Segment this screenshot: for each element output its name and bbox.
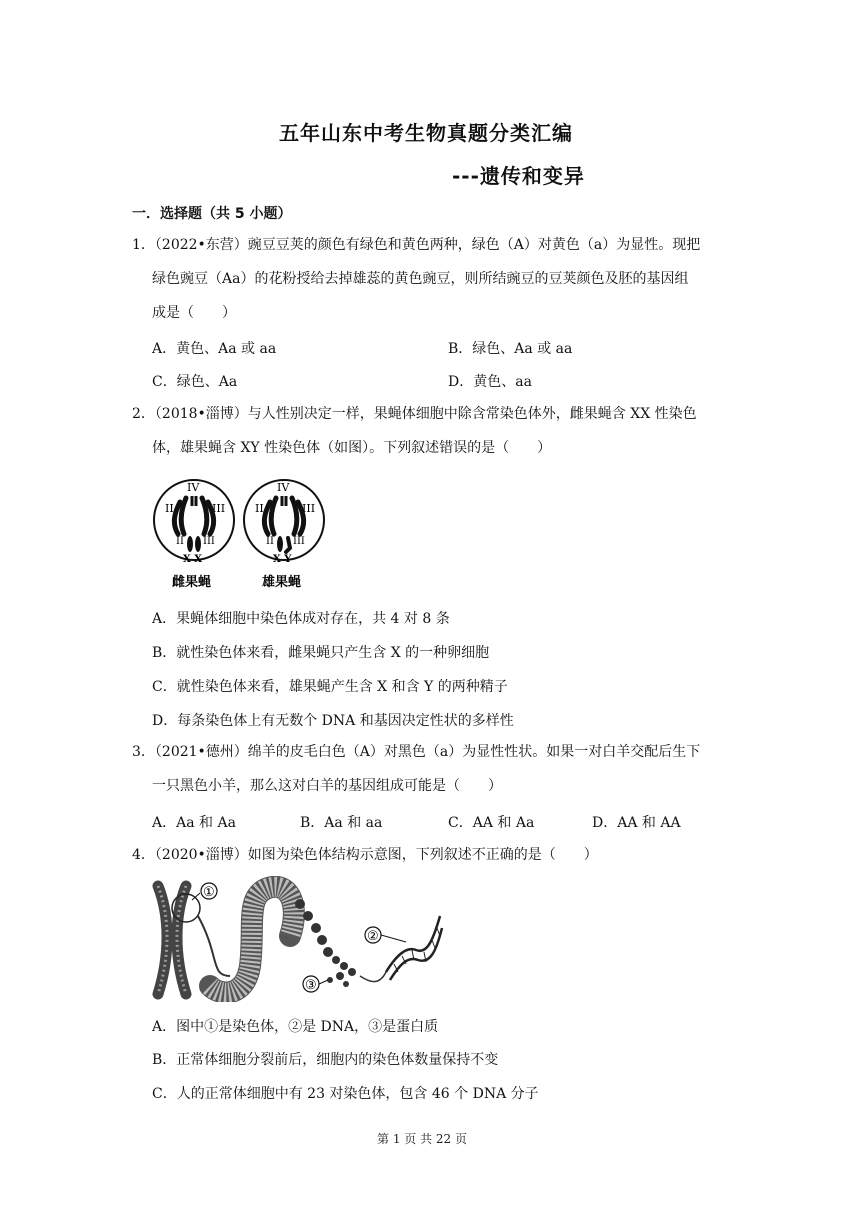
roman-label-ii-lower-male: II: [266, 536, 274, 547]
document-subtitle: ---遗传和变异: [452, 164, 585, 188]
document-title: 五年山东中考生物真题分类汇编: [279, 121, 573, 145]
question-2-option-c[interactable]: C．就性染色体来看，雄果蝇产生含 X 和含 Y 的两种精子: [152, 679, 508, 695]
roman-label-iv-male: IV: [277, 481, 290, 494]
question-2-line-1: 2．（2018•淄博）与人性别决定一样，果蝇体细胞中除含常染色体外，雌果蝇含 XX 性染色: [132, 406, 697, 422]
question-1-line-1: 1．（2022•东营）豌豆豆荚的颜色有绿色和黄色两种，绿色（A）对黄色（a）为显性。现把: [132, 237, 701, 253]
question-1-option-a[interactable]: A．黄色、Aa 或 aa: [152, 341, 277, 357]
roman-label-iv: IV: [187, 481, 200, 494]
question-4-line-1: 4．（2020•淄博）如图为染色体结构示意图，下列叙述不正确的是（ ）: [132, 847, 598, 863]
roman-label-ii: II: [165, 502, 174, 515]
female-fly-caption: 雌果蝇: [172, 575, 212, 590]
question-3-option-c[interactable]: C．AA 和 Aa: [448, 815, 535, 831]
roman-label-iii-male: III: [302, 502, 316, 515]
question-3-option-b[interactable]: B．Aa 和 aa: [300, 815, 383, 831]
female-xx-label: X X: [183, 554, 202, 565]
question-4-option-b[interactable]: B．正常体细胞分裂前后，细胞内的染色体数量保持不变: [152, 1052, 499, 1068]
page-footer: 第 1 页 共 22 页: [377, 1132, 467, 1146]
question-3-line-2: 一只黑色小羊，那么这对白羊的基因组成可能是（ ）: [152, 778, 502, 794]
question-1-line-2: 绿色豌豆（Aa）的花粉授给去掉雄蕊的黄色豌豆，则所结豌豆的豆荚颜色及胚的基因组: [152, 271, 689, 287]
section-heading: 一．选择题（共 5 小题）: [132, 206, 292, 222]
question-1-line-3: 成是（ ）: [152, 305, 236, 321]
question-2-option-d[interactable]: D．每条染色体上有无数个 DNA 和基因决定性状的多样性: [152, 713, 514, 729]
chromosome-structure-diagram: [150, 876, 450, 1002]
fruit-fly-chromosome-figure: [150, 474, 330, 594]
roman-label-ii-lower: II: [176, 536, 184, 547]
female-cell: [154, 480, 234, 565]
marker-3: ③: [305, 978, 317, 993]
fruit-fly-chromosome-diagram: [150, 474, 330, 594]
question-1-option-c[interactable]: C．绿色、Aa: [152, 374, 238, 390]
male-cell: [244, 480, 324, 565]
roman-label-ii-male: II: [255, 502, 264, 515]
question-3-line-1: 3．（2021•德州）绵羊的皮毛白色（A）对黑色（a）为显性性状。如果一对白羊交配后生下: [132, 744, 701, 760]
roman-label-iii: III: [212, 502, 226, 515]
roman-label-iii-lower-male: III: [293, 536, 305, 547]
question-3-option-a[interactable]: A．Aa 和 Aa: [152, 815, 236, 831]
question-2-line-2: 体，雄果蝇含 XY 性染色体（如图）。下列叙述错误的是（ ）: [152, 440, 552, 456]
question-3-option-d[interactable]: D．AA 和 AA: [592, 815, 681, 831]
marker-2: ②: [367, 929, 379, 944]
chromosome-structure-figure: [150, 876, 450, 1002]
question-2-option-a[interactable]: A．果蝇体细胞中染色体成对存在，共 4 对 8 条: [152, 611, 450, 627]
marker-1: ①: [203, 885, 215, 900]
roman-label-iii-lower: III: [203, 536, 215, 547]
question-2-option-b[interactable]: B．就性染色体来看，雌果蝇只产生含 X 的一种卵细胞: [152, 645, 490, 661]
male-xy-label: X Y: [273, 554, 292, 565]
question-1-option-b[interactable]: B．绿色、Aa 或 aa: [448, 341, 573, 357]
question-4-option-c[interactable]: C．人的正常体细胞中有 23 对染色体，包含 46 个 DNA 分子: [152, 1086, 539, 1102]
question-1-option-d[interactable]: D．黄色、aa: [448, 374, 532, 390]
male-fly-caption: 雄果蝇: [262, 575, 302, 590]
question-4-option-a[interactable]: A．图中①是染色体，②是 DNA，③是蛋白质: [152, 1019, 439, 1035]
